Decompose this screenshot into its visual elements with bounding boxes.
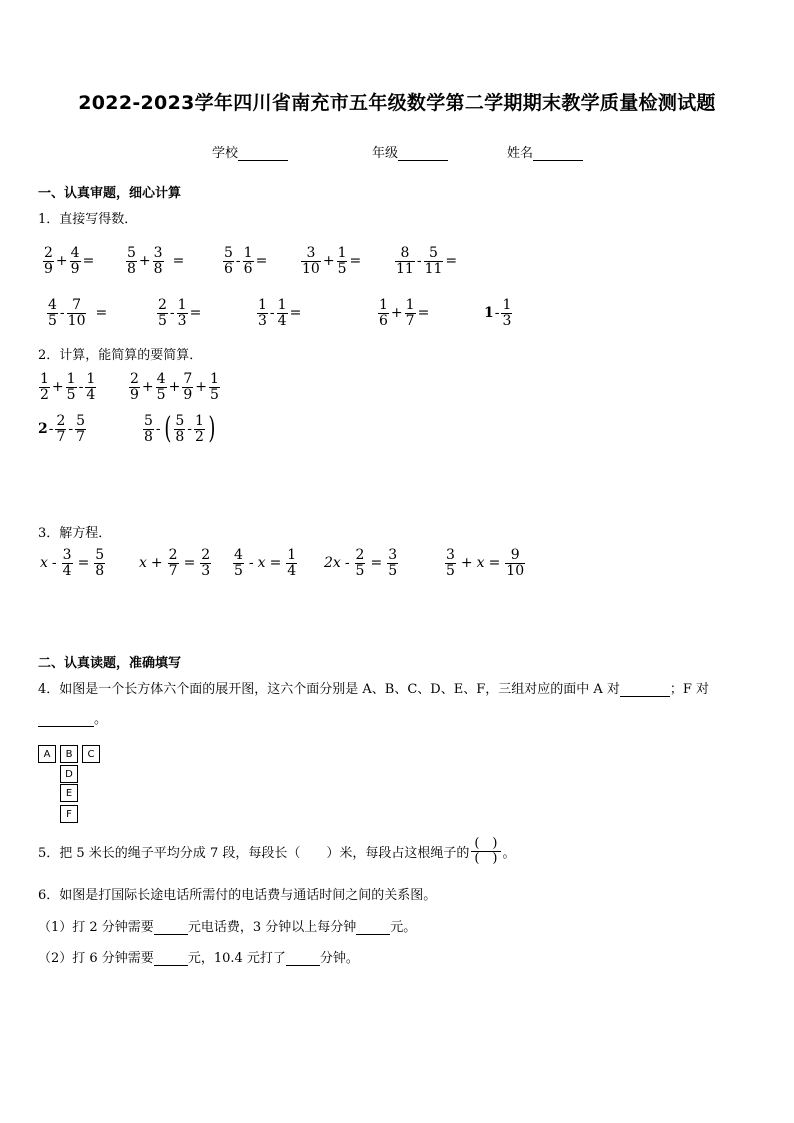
q4-text-b: ；F 对 bbox=[669, 682, 710, 697]
q1-r1-e2: 5 8 + $\frac{3}{8}$ = bbox=[127, 245, 185, 277]
q6-p1-text-a: （1）打 2 分钟需要 bbox=[38, 920, 154, 935]
page-title: 2022-2023学年四川省南充市五年级数学第二学期期末教学质量检测试题 bbox=[78, 92, 716, 114]
q2-e4: 5 8 - ( 5 8 - 1 2 ) bbox=[144, 411, 216, 447]
net-face-c: C bbox=[82, 745, 100, 763]
q3-label: 3．解方程． bbox=[38, 526, 112, 541]
q6-part2 bbox=[38, 947, 359, 966]
name-label: 姓名 bbox=[507, 146, 534, 161]
q1-r1-e5: 8 11 - $\frac{5}{11}$ = bbox=[396, 245, 458, 277]
q4-line2 bbox=[38, 708, 107, 727]
q6-p1-blank-a[interactable] bbox=[154, 920, 188, 935]
q4-text-a: 4．如图是一个长方体六个面的展开图，这六个面分别是 A、B、C、D、E、F，三组对应的面中 A 对 bbox=[38, 682, 620, 697]
name-blank[interactable] bbox=[533, 146, 583, 161]
q6-p2-text-a: （2）打 6 分钟需要 bbox=[38, 951, 154, 966]
q5-line bbox=[38, 837, 516, 865]
q1-r2-e4: 1 6 + $\frac{1}{7}$ = bbox=[379, 297, 430, 329]
net-face-f: F bbox=[60, 805, 78, 823]
q6-text: 6．如图是打国际长途电话所需付的电话费与通话时间之间的关系图。 bbox=[38, 888, 437, 903]
net-face-e: E bbox=[60, 784, 78, 802]
q2-e1: 1 2 + $\frac{1}{5}$ - 1 4 bbox=[40, 371, 96, 403]
q5-text: 5．把 5 米长的绳子平均分成 7 段，每段长（ ）米，每段占这根绳子的 bbox=[38, 845, 470, 861]
q6-p2-blank-a[interactable] bbox=[154, 951, 188, 966]
net-face-a: A bbox=[38, 745, 56, 763]
q1-r2-e2: 2 5 - $\frac{1}{3}$ = bbox=[158, 297, 202, 329]
school-field bbox=[212, 142, 288, 161]
section1-heading: 一、认真审题，细心计算 bbox=[38, 186, 182, 201]
q5-text-end: 。 bbox=[502, 845, 516, 861]
q3-eq3: 4 5 - x = $\frac{1}{4}$ bbox=[234, 547, 297, 579]
q2-e3: 2 - 2 7 - 5 7 bbox=[38, 413, 86, 445]
q4-line1 bbox=[38, 678, 709, 697]
q6-p1-text-b: 元电话费，3 分钟以上每分钟 bbox=[187, 920, 357, 935]
q6-p2-text-b: 元，10.4 元打了 bbox=[187, 951, 286, 966]
q1-label: 1．直接写得数． bbox=[38, 212, 138, 227]
school-blank[interactable] bbox=[238, 146, 288, 161]
q1-r2-e5: 1 - 1 3 bbox=[484, 297, 512, 329]
net-face-d: D bbox=[60, 765, 78, 783]
name-field bbox=[507, 142, 583, 161]
q3-eq1: x - $\frac{3}{4}$ = $\frac{5}{8}$ bbox=[40, 547, 105, 579]
q6-p1-text-c: 元。 bbox=[390, 920, 417, 935]
q3-eq5: 3 5 + x = $\frac{9}{10}$ bbox=[446, 547, 525, 579]
q3-eq2: x + $\frac{2}{7}$ = $\frac{2}{3}$ bbox=[139, 547, 211, 579]
net-face-b: B bbox=[60, 745, 78, 763]
section2-heading: 二、认真读题，准确填写 bbox=[38, 656, 182, 671]
q2-e2: 2 9 + $\frac{4}{5}$ + $\frac{7}{9}$ + $\frac{1}{5}$ bbox=[130, 371, 219, 403]
q1-r2-e1: 4 5 - $\frac{7}{10}$ = bbox=[48, 297, 108, 329]
grade-label: 年级 bbox=[372, 146, 399, 161]
q4-blank-f[interactable] bbox=[38, 712, 94, 727]
q4-text-end: 。 bbox=[94, 712, 108, 727]
school-label: 学校 bbox=[212, 146, 239, 161]
q6-p1-blank-b[interactable] bbox=[356, 920, 390, 935]
q1-r1-e4: 3 10 + $\frac{1}{5}$ = bbox=[302, 245, 362, 277]
q6-p2-blank-b[interactable] bbox=[286, 951, 320, 966]
grade-field bbox=[372, 142, 448, 161]
q1-r1-e3: 5 6 - $\frac{1}{6}$ = bbox=[224, 245, 268, 277]
q6-p2-text-c: 分钟。 bbox=[319, 951, 359, 966]
q5-fraction-blank[interactable]: ( ) ( ) bbox=[471, 837, 500, 865]
q1-r1-e1: 2 9 + $\frac{4}{9}$ = bbox=[44, 245, 95, 277]
q6-part1 bbox=[38, 916, 416, 935]
q2-label: 2．计算，能简算的要简算． bbox=[38, 348, 203, 363]
q4-blank-a[interactable] bbox=[620, 682, 670, 697]
q1-r2-e3: 1 3 - $\frac{1}{4}$ = bbox=[258, 297, 302, 329]
grade-blank[interactable] bbox=[398, 146, 448, 161]
q3-eq4: 2x - $\frac{2}{5}$ = $\frac{3}{5}$ bbox=[324, 547, 398, 579]
